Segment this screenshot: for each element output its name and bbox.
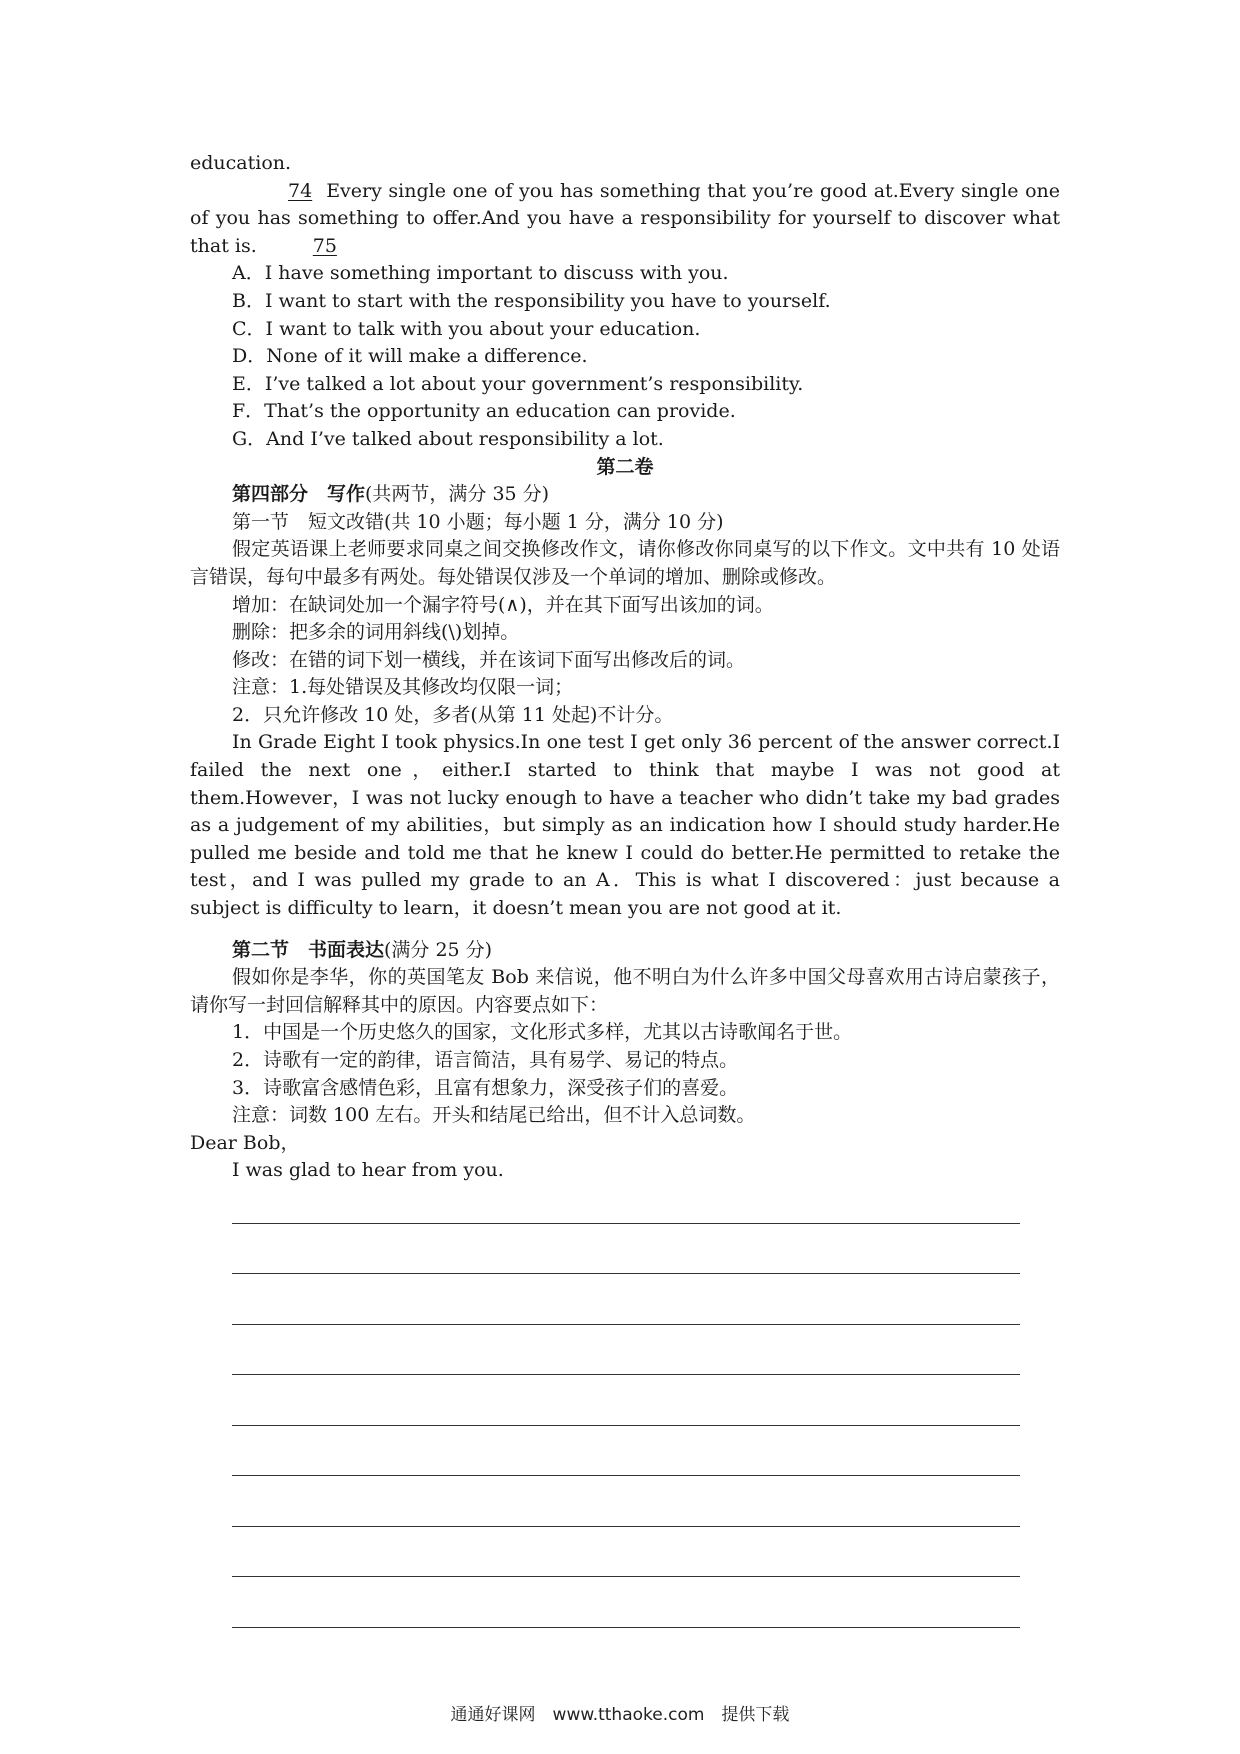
- continuation-text: education.: [190, 152, 292, 174]
- note-2: 2．只允许修改 10 处，多者(从第 11 处起)不计分。: [232, 703, 674, 726]
- section1-title: 第一节 短文改错: [232, 510, 385, 533]
- section1-sub: (共 10 小题；每小题 1 分，满分 10 分): [384, 510, 724, 533]
- option-g: G．And I’ve talked about responsibility a lot.: [232, 427, 664, 450]
- writing-line[interactable]: [232, 1426, 1020, 1477]
- paragraph-74: [190, 178, 1060, 261]
- writing-area[interactable]: [232, 1173, 1020, 1628]
- section2-note: 注意：词数 100 左右。开头和结尾已给出，但不计入总词数。: [232, 1104, 756, 1127]
- writing-line[interactable]: [232, 1476, 1020, 1527]
- section2-prompt: 假如你是李华，你的英国笔友 Bob 来信说，他不明白为什么许多中国父母喜欢用古诗启蒙孩子，请你写一封回信解释其中的原因。内容要点如下：: [190, 966, 1060, 1016]
- option-f: F．That’s the opportunity an education can provide.: [232, 400, 736, 423]
- point-3: 3．诗歌富含感情色彩，且富有想象力，深受孩子们的喜爱。: [232, 1076, 739, 1099]
- error-correction-passage: In Grade Eight I took physics.In one test I get only 36 percent of the answer correct.I failed the next one，either.I started to think that maybe I was not good at them.However，I was not lucky enough to have a teacher who didn’t take my bad grades as a judgement of my abilities，but simply as an indication how I should study harder.He pulled me beside and told me that he knew I could do better.He permitted to retake the test，and I was pulled my grade to an A．This is what I discovered：just because a subject is difficulty to learn，it doesn’t mean you are not good at it.: [190, 731, 1060, 920]
- writing-line[interactable]: [232, 1173, 1020, 1224]
- section2-sub: (满分 25 分): [384, 938, 493, 961]
- page-content: [190, 150, 1060, 1185]
- section1-instruction: 假定英语课上老师要求同桌之间交换修改作文，请你修改你同桌写的以下作文。文中共有 10 处语言错误，每句中最多有两处。每处错误仅涉及一个单词的增加、删除或修改。: [190, 538, 1060, 588]
- point-2: 2．诗歌有一定的韵律，语言简洁，具有易学、易记的特点。: [232, 1049, 739, 1071]
- note-1: 注意：1.每处错误及其修改均仅限一词；: [232, 676, 574, 699]
- part4-sub: (共两节，满分 35 分): [365, 483, 550, 506]
- letter-opening: I was glad to hear from you.: [232, 1159, 504, 1182]
- rule-delete: 删除：把多余的词用斜线(\)划掉。: [232, 621, 520, 644]
- writing-line[interactable]: [232, 1274, 1020, 1325]
- spacer: [190, 923, 1060, 937]
- part4-heading: [190, 481, 1060, 509]
- option-d: D．None of it will make a difference.: [232, 345, 588, 368]
- writing-line[interactable]: [232, 1527, 1020, 1578]
- blank-75: 75: [312, 234, 337, 257]
- writing-line[interactable]: [232, 1375, 1020, 1426]
- letter-salutation: Dear Bob，: [190, 1131, 300, 1154]
- rule-modify: 修改：在错的词下划一横线，并在该词下面写出修改后的词。: [232, 648, 746, 671]
- writing-line[interactable]: [232, 1224, 1020, 1275]
- writing-line[interactable]: [232, 1325, 1020, 1376]
- point-1: 1．中国是一个历史悠久的国家，文化形式多样，尤其以古诗歌闻名于世。: [232, 1021, 853, 1044]
- volume-title: 第二卷: [596, 455, 654, 478]
- section2-title: 第二节 书面表达: [232, 938, 385, 961]
- option-b: B．I want to start with the responsibility you have to yourself.: [232, 289, 831, 312]
- paragraph-74-text: Every single one of you has something that you’re good at.Every single one of you has something to offer.And you have a responsibility for yourself to discover what that is.: [190, 179, 1060, 257]
- page-footer: 通通好课网 www.tthaoke.com 提供下载: [450, 1705, 790, 1725]
- section2-heading: [190, 937, 1060, 965]
- writing-line[interactable]: [232, 1577, 1020, 1628]
- blank-74: 74: [288, 179, 313, 202]
- section1-heading: [190, 509, 1060, 537]
- rule-add: 增加：在缺词处加一个漏字符号(∧)，并在其下面写出该加的词。: [232, 593, 774, 616]
- option-e: E．I’ve talked a lot about your government’s responsibility.: [232, 372, 804, 395]
- part4-title: 第四部分 写作: [232, 483, 366, 506]
- option-c: C．I want to talk with you about your education.: [232, 317, 701, 340]
- option-a: A．I have something important to discuss with you.: [232, 262, 729, 285]
